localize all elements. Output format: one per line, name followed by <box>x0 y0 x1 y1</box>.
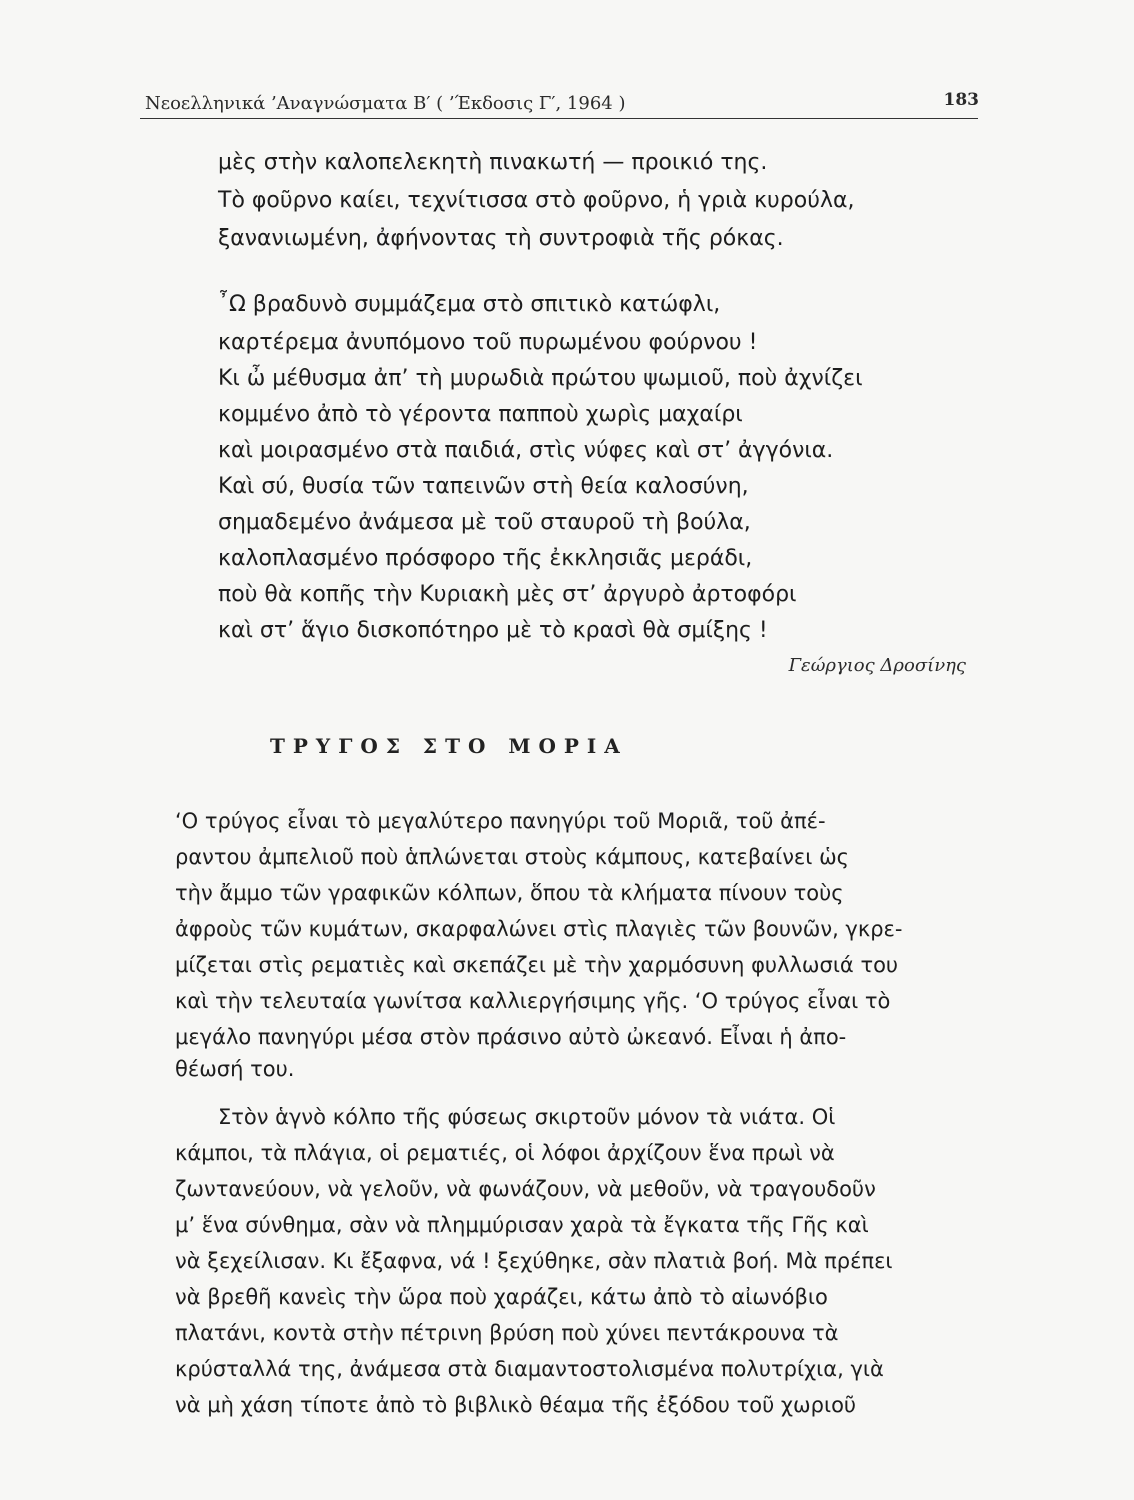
poem-line: ποὺ θὰ κοπῆς τὴν Κυριακὴ μὲς στ’ ἀργυρὸ ἀρτοφόρι <box>218 582 797 607</box>
page-number: 183 <box>943 90 979 110</box>
poem-line: κομμένο ἀπὸ τὸ γέροντα παπποὺ χωρὶς μαχαίρι <box>218 402 743 427</box>
prose-line: κάμποι, τὰ πλάγια, οἱ ρεματιές, οἱ λόφοι ἀρχίζουν ἕνα πρωὶ νὰ <box>175 1141 835 1165</box>
prose-line: ραντου ἀμπελιοῦ ποὺ ἁπλώνεται στοὺς κάμπους, κατεβαίνει ὡς <box>175 845 849 869</box>
prose-line: θέωσή του. <box>175 1057 295 1081</box>
prose-line: ἀφροὺς τῶν κυμάτων, σκαρφαλώνει στὶς πλαγιὲς τῶν βουνῶν, γκρε- <box>175 917 903 941</box>
poem-line: καὶ στ’ ἅγιο δισκοπότηρο μὲ τὸ κρασὶ θὰ σμίξης ! <box>218 618 768 643</box>
poem-line: Κι ὦ μέθυσμα ἀπ’ τὴ μυρωδιὰ πρώτου ψωμιοῦ, ποὺ ἀχνίζει <box>218 366 863 391</box>
prose-line: τὴν ἄμμο τῶν γραφικῶν κόλπων, ὅπου τὰ κλήματα πίνουν τοὺς <box>175 881 844 905</box>
poem-line: ξανανιωμένη, ἀφήνοντας τὴ συντροφιὰ τῆς ρόκας. <box>218 226 784 251</box>
prose-line: κρύσταλλά της, ἀνάμεσα στὰ διαμαντοστολισμένα πολυτρίχια, γιὰ <box>175 1357 884 1381</box>
prose-line: ‘Ο τρύγος εἶναι τὸ μεγαλύτερο πανηγύρι τοῦ Μοριᾶ, τοῦ ἀπέ- <box>175 809 826 833</box>
poem-line: μὲς στὴν καλοπελεκητὴ πινακωτή — προικιό της. <box>218 150 768 175</box>
running-header-title: Νεοελληνικά ’Αναγνώσματα Β′ ( ’Έκδοσις Γ′, 1964 ) <box>145 93 626 114</box>
prose-line: Στὸν ἁγνὸ κόλπο τῆς φύσεως σκιρτοῦν μόνον τὰ νιάτα. Οἱ <box>218 1105 836 1129</box>
poem-line: Τὸ φοῦρνο καίει, τεχνίτισσα στὸ φοῦρνο, ἡ γριὰ κυρούλα, <box>218 188 855 213</box>
prose-line: νὰ ξεχείλισαν. Κι ἔξαφνα, νά ! ξεχύθηκε, σὰν πλατιὰ βοή. Μὰ πρέπει <box>175 1249 893 1273</box>
prose-line: νὰ βρεθῆ κανεὶς τὴν ὥρα ποὺ χαράζει, κάτω ἀπὸ τὸ αἰωνόβιο <box>175 1285 828 1309</box>
prose-line: πλατάνι, κοντὰ στὴν πέτρινη βρύση ποὺ χύνει πεντάκρουνα τὰ <box>175 1321 839 1345</box>
prose-line: μ’ ἕνα σύνθημα, σὰν νὰ πλημμύρισαν χαρὰ τὰ ἔγκατα τῆς Γῆς καὶ <box>175 1213 869 1237</box>
poem-line: σημαδεμένο ἀνάμεσα μὲ τοῦ σταυροῦ τὴ βούλα, <box>218 510 751 535</box>
prose-line: καὶ τὴν τελευταία γωνίτσα καλλιεργήσιμης γῆς. ‘Ο τρύγος εἶναι τὸ <box>175 989 891 1013</box>
poem-line: Καὶ σύ, θυσία τῶν ταπεινῶν στὴ θεία καλοσύνη, <box>218 474 749 499</box>
poem-line: καρτέρεμα ἀνυπόμονο τοῦ πυρωμένου φούρνου ! <box>218 330 758 355</box>
section-heading: ΤΡΥΓΟΣ ΣΤΟ ΜΟΡΙΑ <box>270 734 628 758</box>
prose-line: ζωντανεύουν, νὰ γελοῦν, νὰ φωνάζουν, νὰ μεθοῦν, νὰ τραγουδοῦν <box>175 1177 876 1201</box>
prose-line: μεγάλο πανηγύρι μέσα στὸν πράσινο αὐτὸ ὠκεανό. Εἶναι ἡ ἀπο- <box>175 1025 847 1049</box>
poem-line: ῏Ω βραδυνὸ συμμάζεμα στὸ σπιτικὸ κατώφλι, <box>218 292 721 317</box>
prose-line: νὰ μὴ χάση τίποτε ἀπὸ τὸ βιβλικὸ θέαμα τῆς ἐξόδου τοῦ χωριοῦ <box>175 1393 857 1417</box>
prose-line: μίζεται στὶς ρεματιὲς καὶ σκεπάζει μὲ τὴν χαρμόσυνη φυλλωσιά του <box>175 953 899 977</box>
poem-line: καλοπλασμένο πρόσφορο τῆς ἐκκλησιᾶς μεράδι, <box>218 546 753 571</box>
header-rule <box>140 118 978 119</box>
author-signature: Γεώργιος Δροσίνης <box>788 655 966 676</box>
running-header <box>145 88 983 118</box>
poem-line: καὶ μοιρασμένο στὰ παιδιά, στὶς νύφες καὶ στ’ ἀγγόνια. <box>218 438 834 463</box>
